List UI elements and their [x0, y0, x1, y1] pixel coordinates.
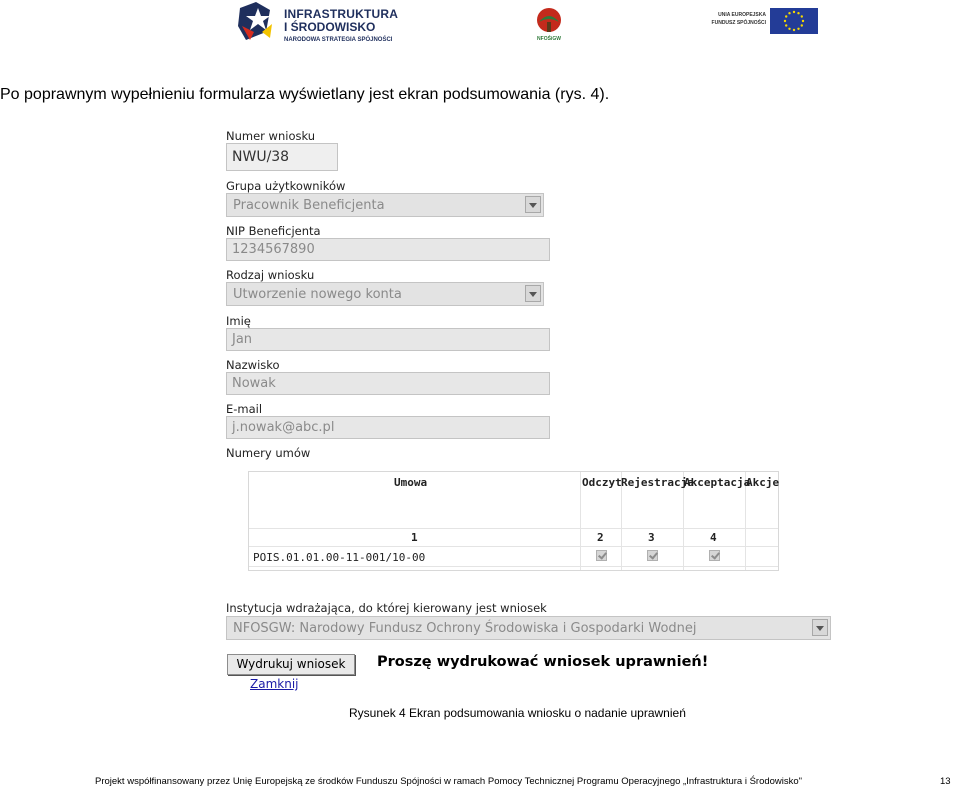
instytucja-select[interactable]	[226, 616, 831, 640]
email-field[interactable]: j.nowak@abc.pl	[226, 416, 550, 439]
rejestracja-checkbox[interactable]	[647, 550, 658, 561]
nip-label: NIP Beneficjenta	[226, 224, 321, 238]
close-link[interactable]: Zamknij	[250, 677, 299, 691]
rodzaj-select[interactable]	[226, 282, 544, 306]
col-number-4: 4	[710, 531, 717, 544]
rodzaj-select-value: Utworzenie nowego konta	[233, 287, 402, 302]
intro-paragraph: Po poprawnym wypełnieniu formularza wyświetlany jest ekran podsumowania (rys. 4).	[0, 86, 610, 103]
instytucja-dropdown-arrow-icon[interactable]	[812, 619, 828, 636]
odczyt-checkbox[interactable]	[596, 550, 607, 561]
infra-logo-line1: INFRASTRUKTURA	[284, 7, 399, 21]
col-header-akceptacja: Akceptacja	[684, 476, 751, 489]
eu-flag-icon	[770, 8, 818, 34]
figure-caption: Rysunek 4 Ekran podsumowania wniosku o nadanie uprawnień	[349, 706, 686, 720]
instytucja-select-value: NFOSGW: Narodowy Fundusz Ochrony Środowiska i Gospodarki Wodnej	[233, 621, 697, 636]
col-header-umowa: Umowa	[394, 476, 428, 489]
footer-text: Projekt współfinansowany przez Unię Europejską ze środków Funduszu Spójności w ramach Pomocy Technicznej Programu Operacyjnego „Infrastruktura i Środowisko"	[95, 776, 803, 787]
svg-text:NFOŚiGW: NFOŚiGW	[537, 36, 561, 42]
col-header-rejestracja: Rejestracja	[621, 476, 694, 489]
col-number-2: 2	[597, 531, 604, 544]
nip-field[interactable]: 1234567890	[226, 238, 550, 261]
col-number-3: 3	[648, 531, 655, 544]
numery-umow-label: Numery umów	[226, 446, 311, 460]
imie-field[interactable]: Jan	[226, 328, 550, 351]
print-button[interactable]: Wydrukuj wniosek	[227, 654, 355, 675]
grupa-select[interactable]	[226, 193, 544, 217]
nazwisko-label: Nazwisko	[226, 358, 280, 372]
nazwisko-field[interactable]: Nowak	[226, 372, 550, 395]
eu-fund-text	[700, 12, 766, 27]
infra-logo-line2: I ŚRODOWISKO	[284, 20, 376, 34]
table-row-umowa: POIS.01.01.00-11-001/10-00	[253, 551, 426, 564]
table-divider	[249, 546, 778, 547]
table-divider	[249, 566, 778, 567]
infra-logo-line3: NARODOWA STRATEGIA SPÓJNOŚCI	[284, 37, 393, 43]
grupa-label: Grupa użytkowników	[226, 179, 346, 193]
eu-line2: FUNDUSZ SPÓJNOŚCI	[711, 19, 766, 26]
table-divider	[580, 472, 581, 570]
nfosigw-logo-icon	[532, 6, 566, 42]
numer-wniosku-label: Numer wniosku	[226, 129, 316, 143]
imie-label: Imię	[226, 314, 251, 328]
col-header-akcje: Akcje	[746, 476, 780, 489]
instytucja-label: Instytucja wdrażająca, do której kierowany jest wniosek	[226, 601, 547, 615]
print-notice: Proszę wydrukować wniosek uprawnień!	[377, 654, 709, 670]
table-divider	[249, 528, 778, 529]
col-number-1: 1	[411, 531, 418, 544]
akceptacja-checkbox[interactable]	[709, 550, 720, 561]
email-label: E-mail	[226, 402, 263, 416]
col-header-odczyt: Odczyt	[582, 476, 622, 489]
infrastruktura-logo	[284, 8, 398, 43]
page-number: 13	[940, 776, 951, 787]
rodzaj-label: Rodzaj wniosku	[226, 268, 315, 282]
numer-wniosku-field[interactable]: NWU/38	[226, 143, 338, 171]
grupa-dropdown-arrow-icon[interactable]	[525, 196, 541, 213]
rodzaj-dropdown-arrow-icon[interactable]	[525, 285, 541, 302]
grupa-select-value: Pracownik Beneficjenta	[233, 198, 385, 213]
eu-line1: UNIA EUROPEJSKA	[718, 12, 766, 18]
infrastruktura-logo-icon	[236, 2, 276, 42]
